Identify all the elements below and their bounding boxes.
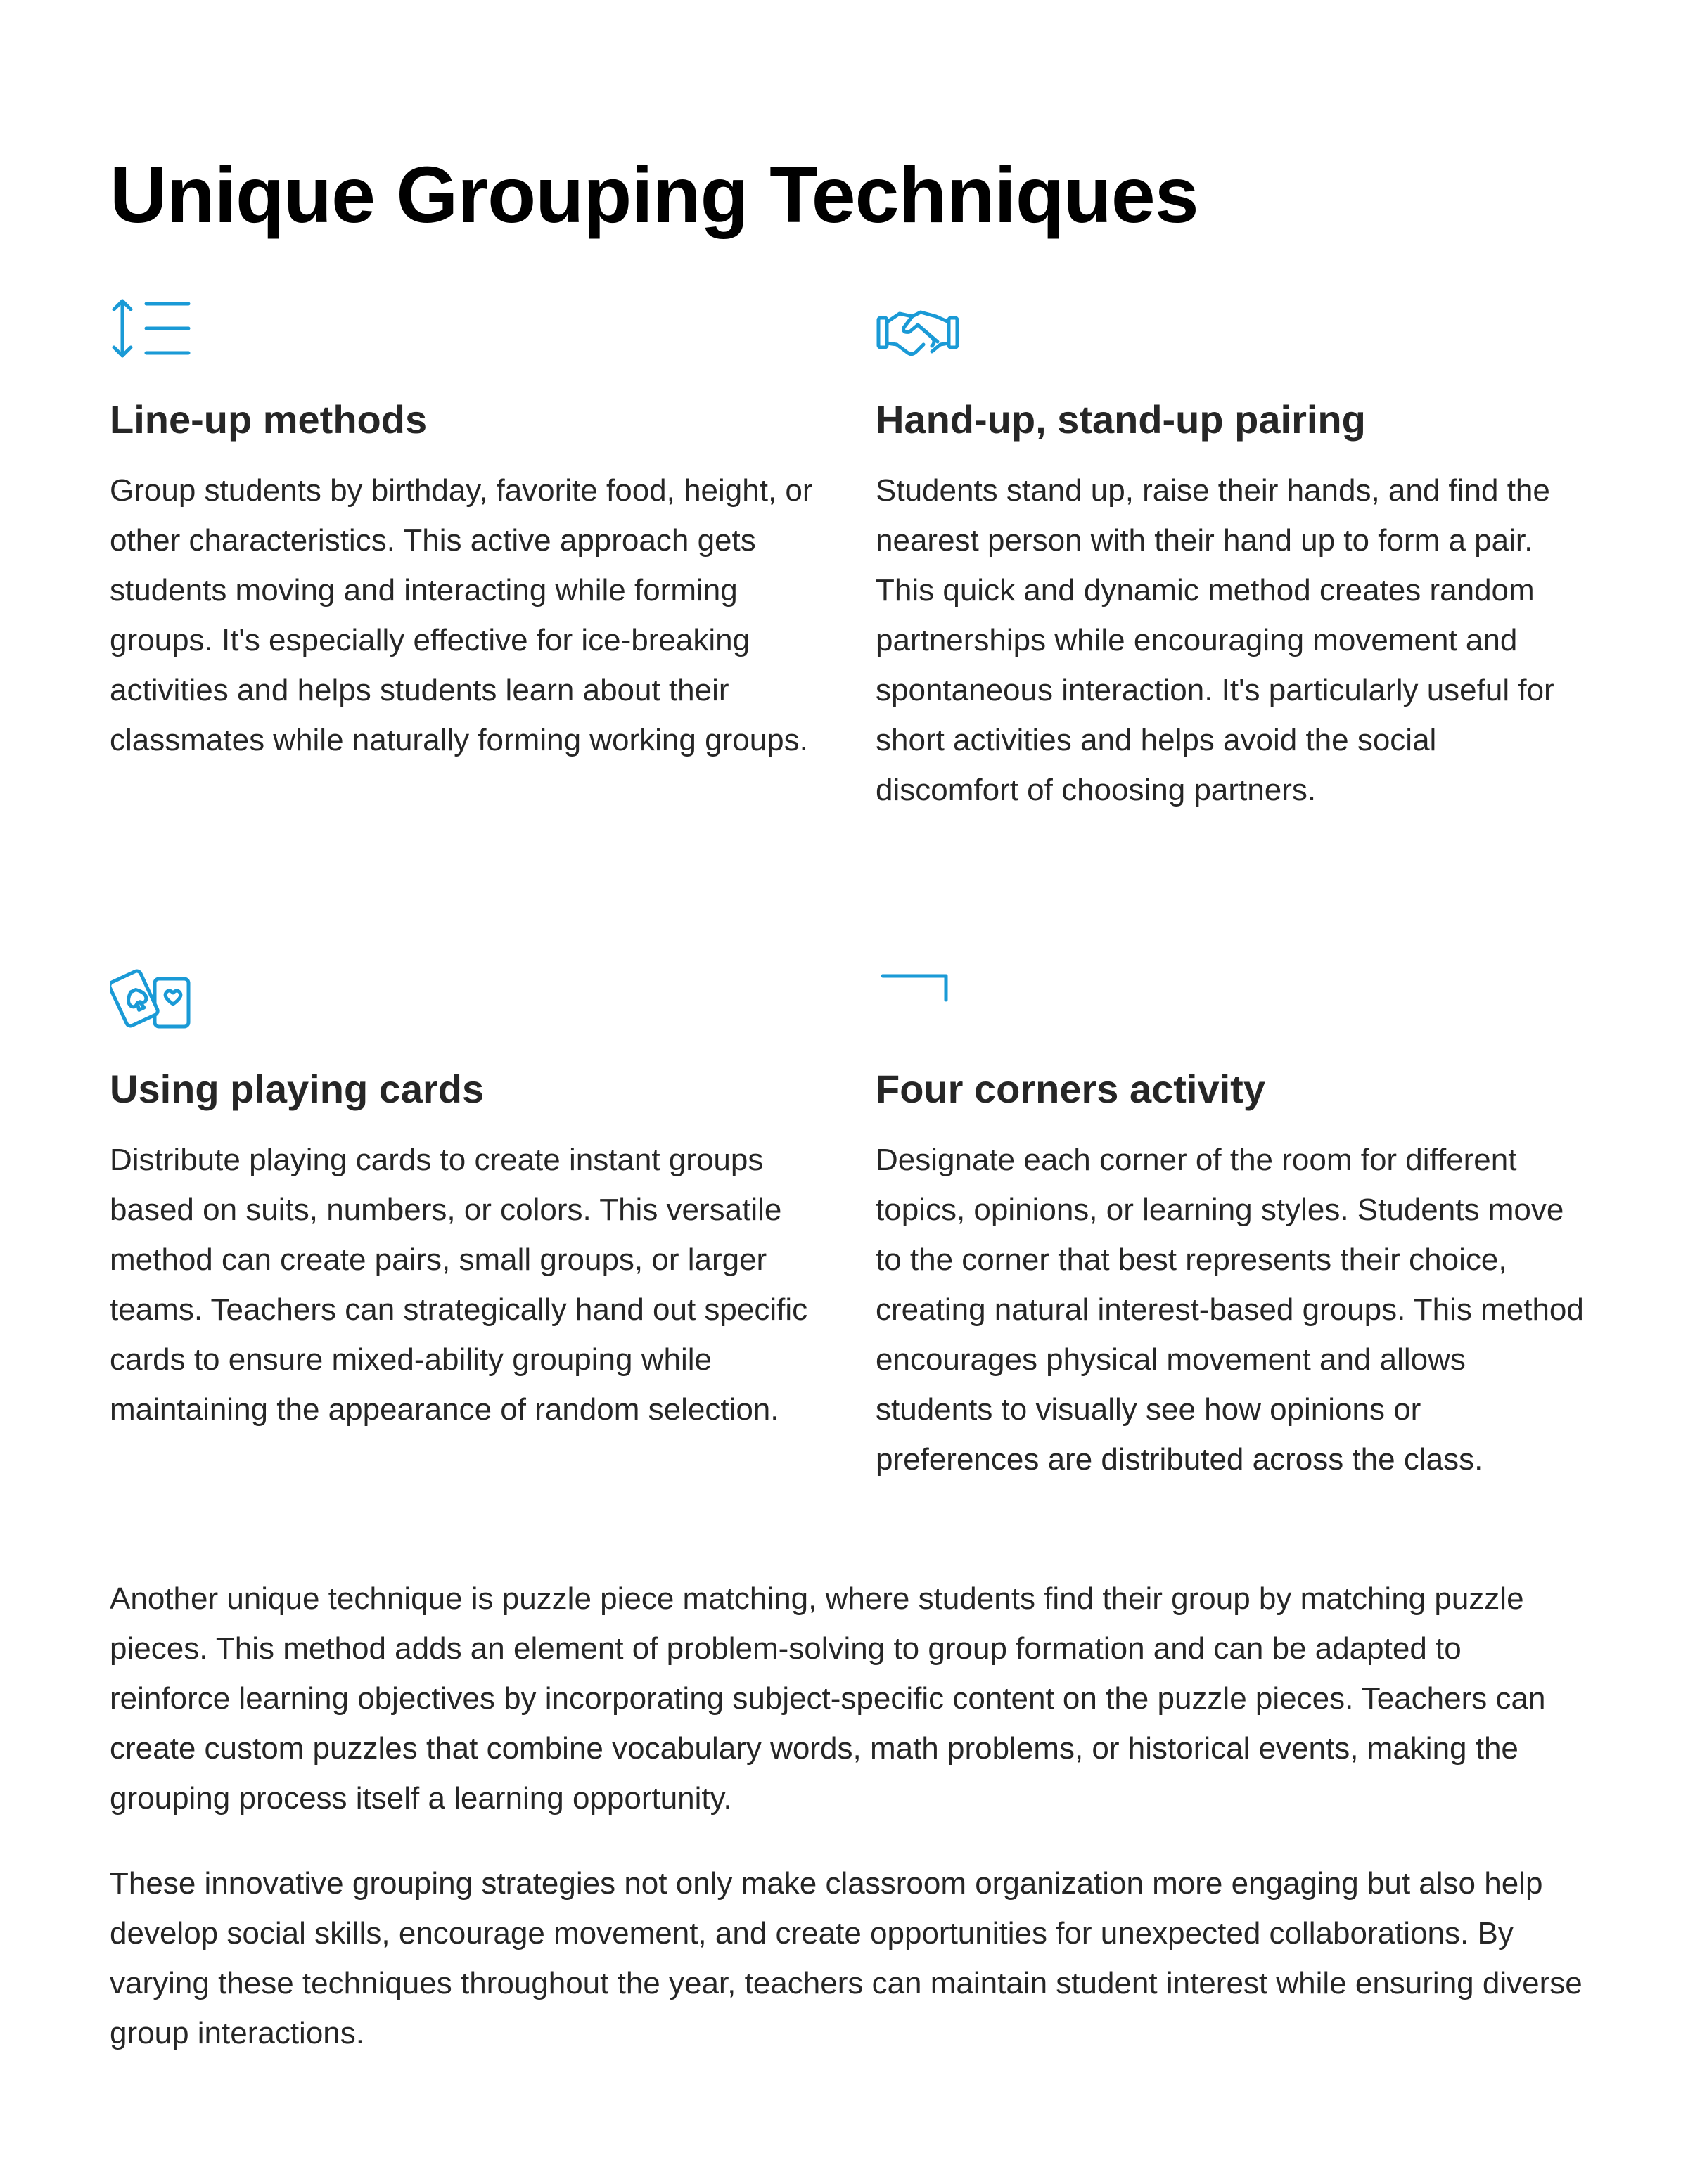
- card-title: Using playing cards: [110, 1067, 485, 1111]
- card-description: Group students by birthday, favorite food, height, or other characteristics. This active approach gets students moving and interacting while forming groups. It's especially effective for ice-breaking activities and helps students learn about their classmates while naturally forming working groups.: [110, 473, 813, 757]
- document-page: [110, 0, 1587, 2184]
- playing-cards-icon: [110, 963, 194, 1034]
- handshake-icon: [876, 294, 960, 364]
- card-title: Hand-up, stand-up pairing: [876, 397, 1366, 442]
- paragraph-conclusion: These innovative grouping strategies not only make classroom organization more engaging but also help develop social skills, encourage movement, and create opportunities for unexpected collaborations. By varying these techniques throughout the year, teachers can maintain student interest while ensuring diverse group interactions.: [110, 1866, 1582, 2050]
- card-description: Distribute playing cards to create instant groups based on suits, numbers, or colors. This versatile method can create pairs, small groups, or larger teams. Teachers can strategically hand out specific cards to ensure mixed-ability grouping while maintaining the appearance of random selection.: [110, 1143, 808, 1427]
- card-description: Designate each corner of the room for different topics, opinions, or learning styles. Students move to the corner that best represents their choice, creating natural interest-based groups. This method encourages physical movement and allows students to visually see how opinions or preferences are distributed across the class.: [876, 1143, 1584, 1477]
- card-description: Students stand up, raise their hands, and find the nearest person with their hand up to form a pair. This quick and dynamic method creates random partnerships while encouraging movement and spontaneous interaction. It's particularly useful for short activities and helps avoid the social discomfort of choosing partners.: [876, 473, 1554, 807]
- page-title: Unique Grouping Techniques: [110, 150, 1198, 239]
- line-up-arrow-list-icon: [110, 294, 194, 364]
- card-title: Line-up methods: [110, 397, 428, 442]
- card-title: Four corners activity: [876, 1067, 1265, 1111]
- corner-icon: [876, 963, 960, 1034]
- paragraph-puzzle-matching: Another unique technique is puzzle piece matching, where students find their group by matching puzzle pieces. This method adds an element of problem-solving to group formation and can be adapted to reinforce learning objectives by incorporating subject-specific content on the puzzle pieces. Teachers can create custom puzzles that combine vocabulary words, math problems, or historical events, making the grouping process itself a learning opportunity.: [110, 1581, 1546, 1816]
